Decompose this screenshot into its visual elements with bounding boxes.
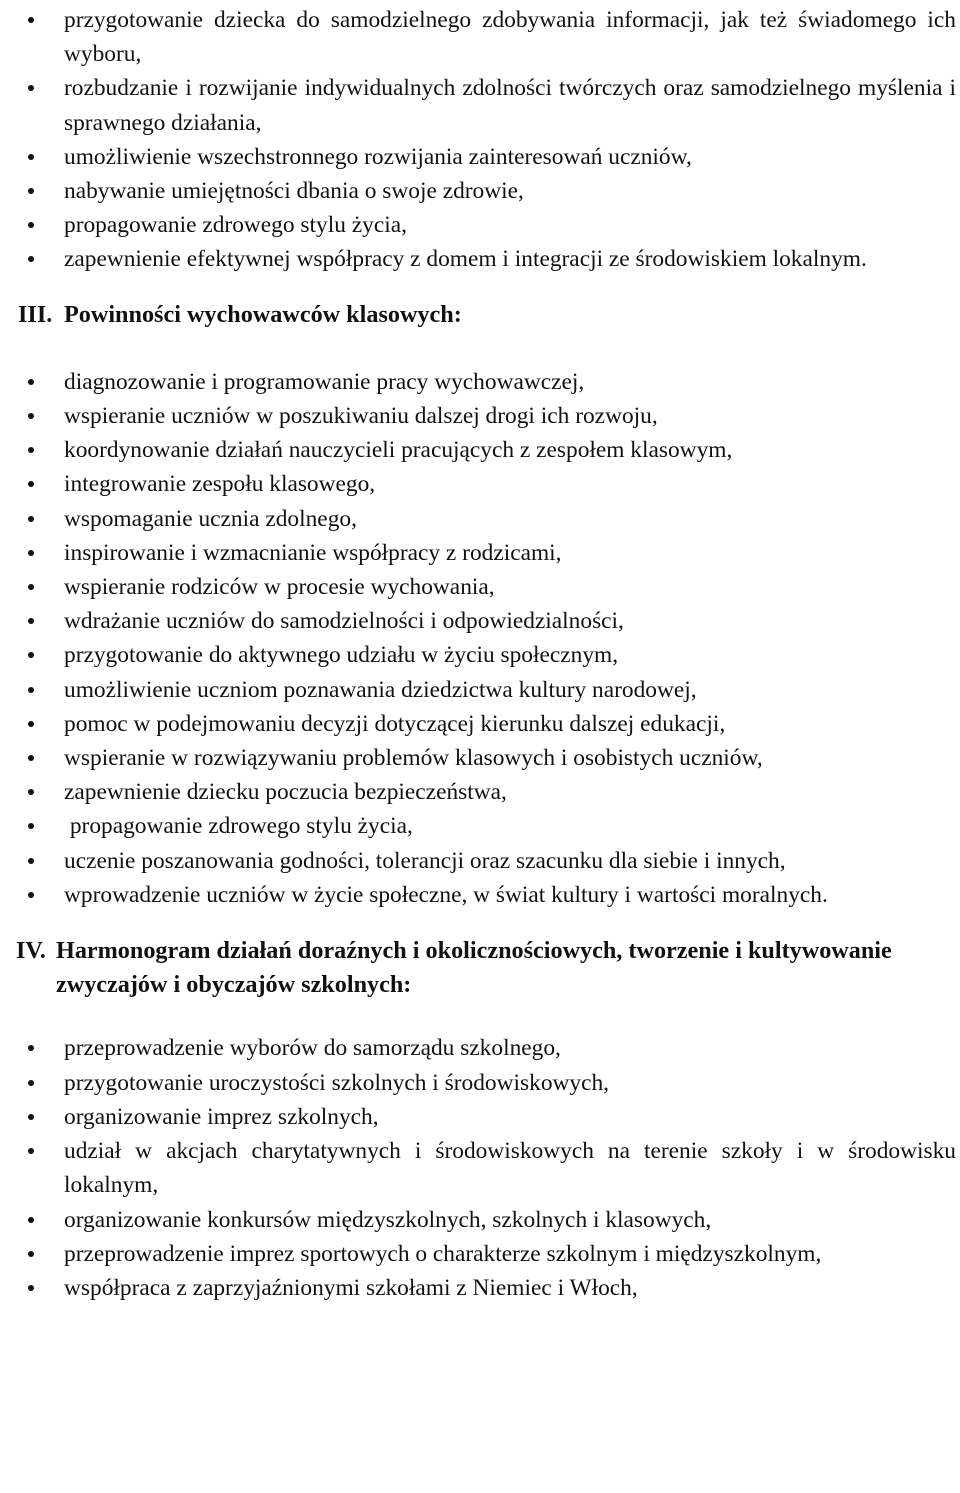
list-item-text: przygotowanie uroczystości szkolnych i środowiskowych, [64, 1069, 610, 1096]
list-item-text: pomoc w podejmowaniu decyzji dotyczącej kierunku dalszej edukacji, [64, 710, 726, 737]
list-item [0, 741, 960, 775]
bullet-icon [28, 17, 34, 23]
list-item [0, 433, 960, 467]
bullet-icon [28, 85, 34, 91]
list-item [0, 1271, 960, 1305]
section-number: IV. [16, 937, 46, 965]
document-page [0, 3, 960, 1305]
list-item-text: organizowanie imprez szkolnych, [64, 1103, 379, 1130]
bullet-icon [28, 1114, 34, 1120]
bullet-icon [28, 755, 34, 761]
list-item-text: zapewnienie efektywnej współpracy z domem i integracji ze środowiskiem lokalnym. [64, 246, 867, 273]
list-item-text: wspieranie uczniów w poszukiwaniu dalszej drogi ich rozwoju, [64, 403, 658, 430]
list-item [0, 242, 960, 276]
list-item-text: propagowanie zdrowego stylu życia, [64, 212, 407, 239]
list-item [0, 536, 960, 570]
list-item-text: umożliwienie wszechstronnego rozwijania zainteresowań uczniów, [64, 143, 692, 170]
list-item [0, 1066, 960, 1100]
list-item [0, 604, 960, 638]
list-item [0, 809, 960, 843]
list-item-text: wdrażanie uczniów do samodzielności i odpowiedzialności, [64, 608, 624, 635]
section-heading-3 [0, 298, 960, 332]
list-item-text: nabywanie umiejętności dbania o swoje zdrowie, [64, 178, 524, 205]
bullet-icon [28, 379, 34, 385]
bullet-icon [28, 188, 34, 194]
list-item-text: przygotowanie dziecka do samodzielnego zdobywania informacji, jak też świadomego ich wyboru, [64, 7, 956, 68]
list-item [0, 1100, 960, 1134]
list-item-text: wspieranie rodziców w procesie wychowania, [64, 574, 495, 601]
list-item-text: wprowadzenie uczniów w życie społeczne, w świat kultury i wartości moralnych. [64, 881, 828, 908]
bullet-icon [28, 1045, 34, 1051]
bullet-icon [28, 858, 34, 864]
list-item-text: propagowanie zdrowego stylu życia, [64, 813, 413, 840]
bullet-icon [28, 481, 34, 487]
bullet-list-section-3 [0, 365, 960, 912]
bullet-icon [28, 687, 34, 693]
list-item [0, 208, 960, 242]
list-item [0, 174, 960, 208]
bullet-icon [28, 1217, 34, 1223]
list-item-text: udział w akcjach charytatywnych i środowiskowych na terenie szkoły i w środowisku lokalnym, [64, 1138, 956, 1199]
bullet-list-goals [0, 3, 960, 277]
list-item [0, 71, 960, 139]
list-item-text: diagnozowanie i programowanie pracy wychowawczej, [64, 368, 585, 395]
bullet-icon [28, 618, 34, 624]
bullet-icon [28, 256, 34, 262]
list-item [0, 707, 960, 741]
bullet-icon [28, 516, 34, 522]
section-title: Harmonogram działań doraźnych i okolicznościowych, tworzenie i kultywowanie zwyczajów i obyczajów szkolnych: [56, 937, 892, 999]
list-item-text: inspirowanie i wzmacnianie współpracy z rodzicami, [64, 539, 562, 566]
bullet-icon [28, 550, 34, 556]
list-item [0, 399, 960, 433]
bullet-icon [28, 222, 34, 228]
list-item-text: wspieranie w rozwiązywaniu problemów klasowych i osobistych uczniów, [64, 745, 763, 772]
list-item [0, 878, 960, 912]
bullet-icon [28, 584, 34, 590]
list-item-text: wspomaganie ucznia zdolnego, [64, 505, 357, 532]
list-item-text: integrowanie zespołu klasowego, [64, 471, 376, 498]
list-item [0, 3, 960, 71]
bullet-icon [28, 652, 34, 658]
list-item [0, 1237, 960, 1271]
bullet-icon [28, 721, 34, 727]
bullet-icon [28, 1148, 34, 1154]
list-item [0, 673, 960, 707]
list-item-text: umożliwienie uczniom poznawania dziedzictwa kultury narodowej, [64, 676, 697, 703]
list-item-text: współpraca z zaprzyjaźnionymi szkołami z Niemiec i Włoch, [64, 1274, 638, 1301]
section-title: Powinności wychowawców klasowych: [64, 300, 462, 328]
bullet-icon [28, 413, 34, 419]
list-item [0, 844, 960, 878]
list-item [0, 1134, 960, 1202]
section-heading-4 [0, 934, 960, 1002]
bullet-icon [28, 823, 34, 829]
list-item [0, 775, 960, 809]
list-item [0, 1203, 960, 1237]
bullet-icon [28, 789, 34, 795]
list-item-text: przeprowadzenie wyborów do samorządu szkolnego, [64, 1035, 561, 1062]
list-item-text: organizowanie konkursów międzyszkolnych, szkolnych i klasowych, [64, 1206, 712, 1233]
list-item-text: koordynowanie działań nauczycieli pracujących z zespołem klasowym, [64, 437, 733, 464]
bullet-icon [28, 1285, 34, 1291]
bullet-icon [28, 154, 34, 160]
list-item-text: przeprowadzenie imprez sportowych o charakterze szkolnym i międzyszkolnym, [64, 1240, 822, 1267]
list-item [0, 140, 960, 174]
list-item-text: uczenie poszanowania godności, tolerancji oraz szacunku dla siebie i innych, [64, 847, 786, 874]
list-item-text: przygotowanie do aktywnego udziału w życiu społecznym, [64, 642, 619, 669]
list-item-text: rozbudzanie i rozwijanie indywidualnych zdolności twórczych oraz samodzielnego myślenia i sprawnego działania, [64, 75, 956, 136]
list-item [0, 570, 960, 604]
section-number: III. [18, 300, 53, 328]
bullet-icon [28, 1251, 34, 1257]
list-item [0, 1031, 960, 1065]
list-item [0, 638, 960, 672]
bullet-list-section-4 [0, 1031, 960, 1305]
bullet-icon [28, 1080, 34, 1086]
list-item [0, 365, 960, 399]
bullet-icon [28, 447, 34, 453]
list-item [0, 467, 960, 501]
list-item-text: zapewnienie dziecku poczucia bezpieczeństwa, [64, 779, 507, 806]
bullet-icon [28, 892, 34, 898]
list-item [0, 502, 960, 536]
